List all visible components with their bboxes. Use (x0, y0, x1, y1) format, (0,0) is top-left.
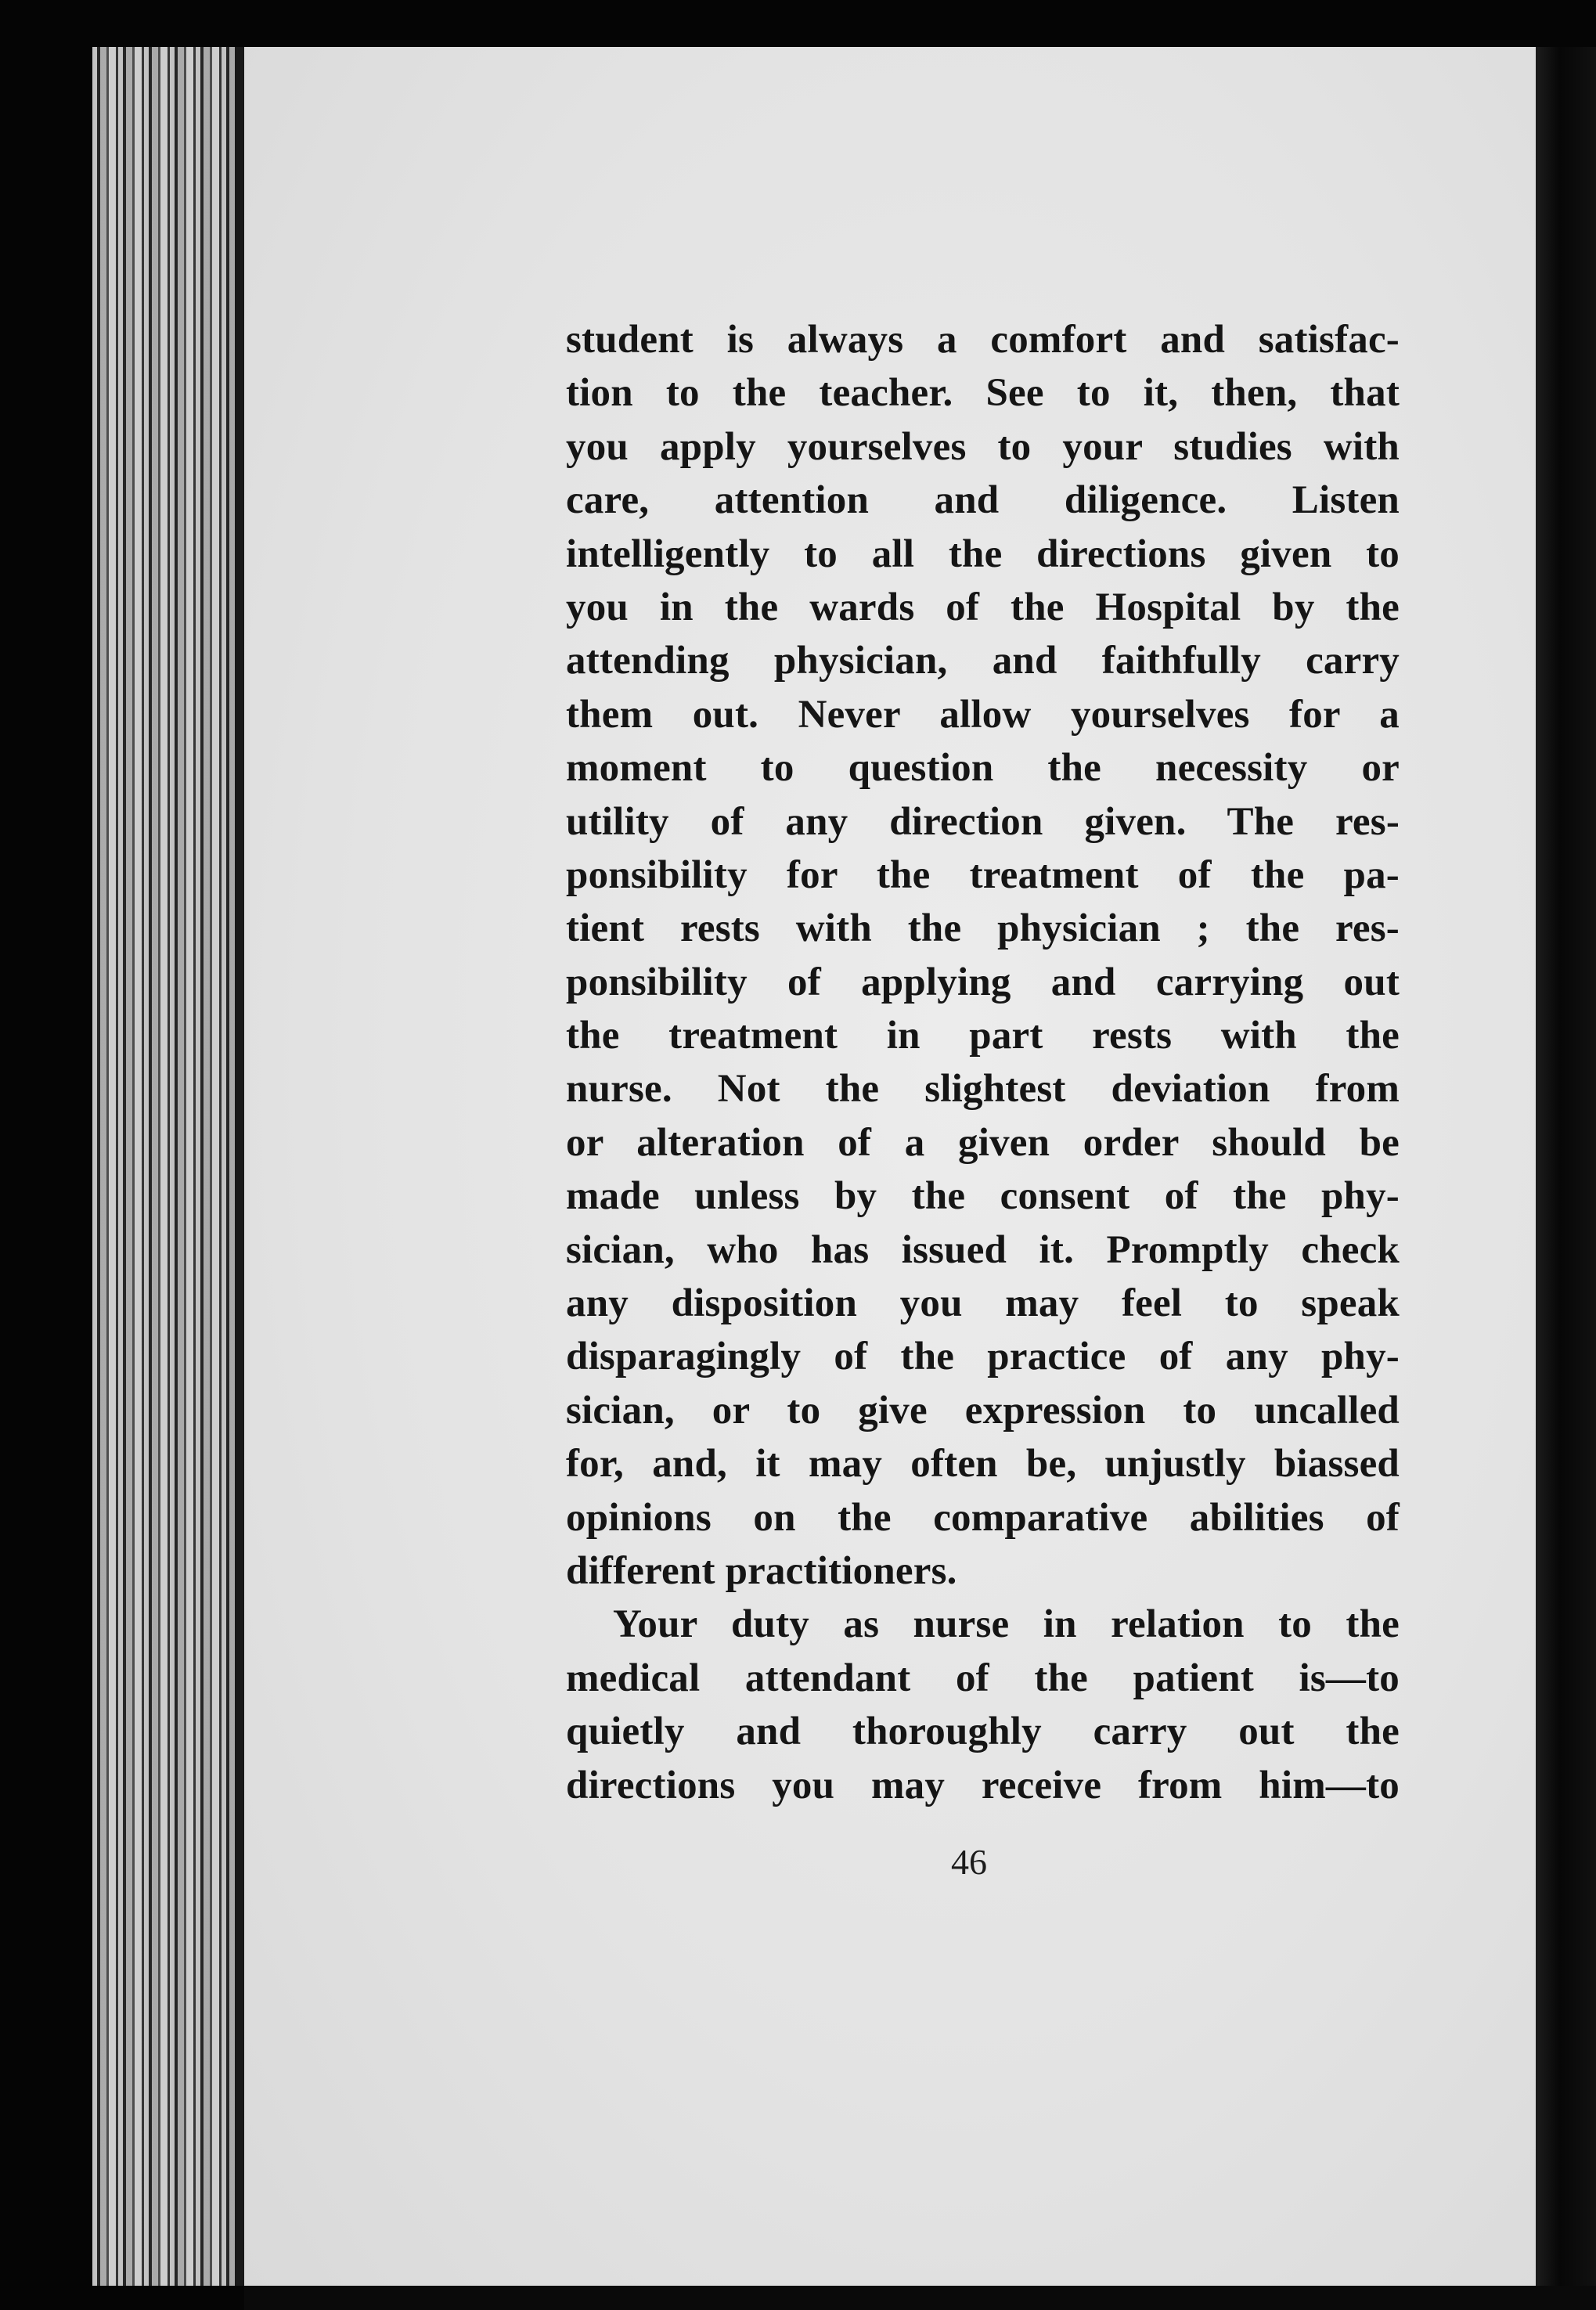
text-line: intelligently to all the directions given to (566, 532, 1400, 576)
text-line: Your duty as nurse in relation to the (613, 1602, 1400, 1647)
text-line: any disposition you may feel to speak (566, 1281, 1400, 1326)
text-line: sician, or to give expression to uncalled (566, 1388, 1400, 1432)
text-line: directions you may receive from him—to (566, 1763, 1400, 1807)
text-line: opinions on the comparative abilities of (566, 1495, 1400, 1540)
body-text (566, 313, 1400, 1812)
text-line: tient rests with the physician ; the res- (566, 906, 1400, 951)
text-line: disparagingly of the practice of any phy- (566, 1335, 1400, 1379)
text-line: nurse. Not the slightest deviation from (566, 1067, 1400, 1112)
text-line: or alteration of a given order should be (566, 1120, 1400, 1165)
text-line: student is always a comfort and satisfac- (566, 318, 1400, 362)
text-line: you in the wards of the Hospital by the (566, 585, 1400, 629)
text-line: ponsibility for the treatment of the pa- (566, 852, 1400, 897)
text-line: tion to the teacher. See to it, then, that (566, 371, 1400, 416)
text-line: them out. Never allow yourselves for a (566, 692, 1400, 737)
text-line: quietly and thoroughly carry out the (566, 1710, 1400, 1754)
book-spine (92, 47, 249, 2286)
text-line: for, and, it may often be, unjustly biassed (566, 1442, 1400, 1487)
text-line: sician, who has issued it. Promptly check (566, 1227, 1400, 1272)
text-line: made unless by the consent of the phy- (566, 1174, 1400, 1219)
text-line: the treatment in part rests with the (566, 1014, 1400, 1058)
text-line: attending physician, and faithfully carry (566, 639, 1400, 683)
bottom-page-edge (244, 2286, 1596, 2310)
text-line: different practitioners. (566, 1548, 957, 1593)
text-line: care, attention and diligence. Listen (566, 478, 1400, 523)
text-line: medical attendant of the patient is—to (566, 1656, 1400, 1700)
text-line: ponsibility of applying and carrying out (566, 960, 1400, 1004)
text-line: moment to question the necessity or (566, 746, 1400, 791)
text-line: you apply yourselves to your studies with (566, 424, 1400, 469)
text-line: utility of any direction given. The res- (566, 799, 1400, 844)
page-number: 46 (951, 1842, 987, 1882)
right-page-edge (1536, 47, 1596, 2310)
